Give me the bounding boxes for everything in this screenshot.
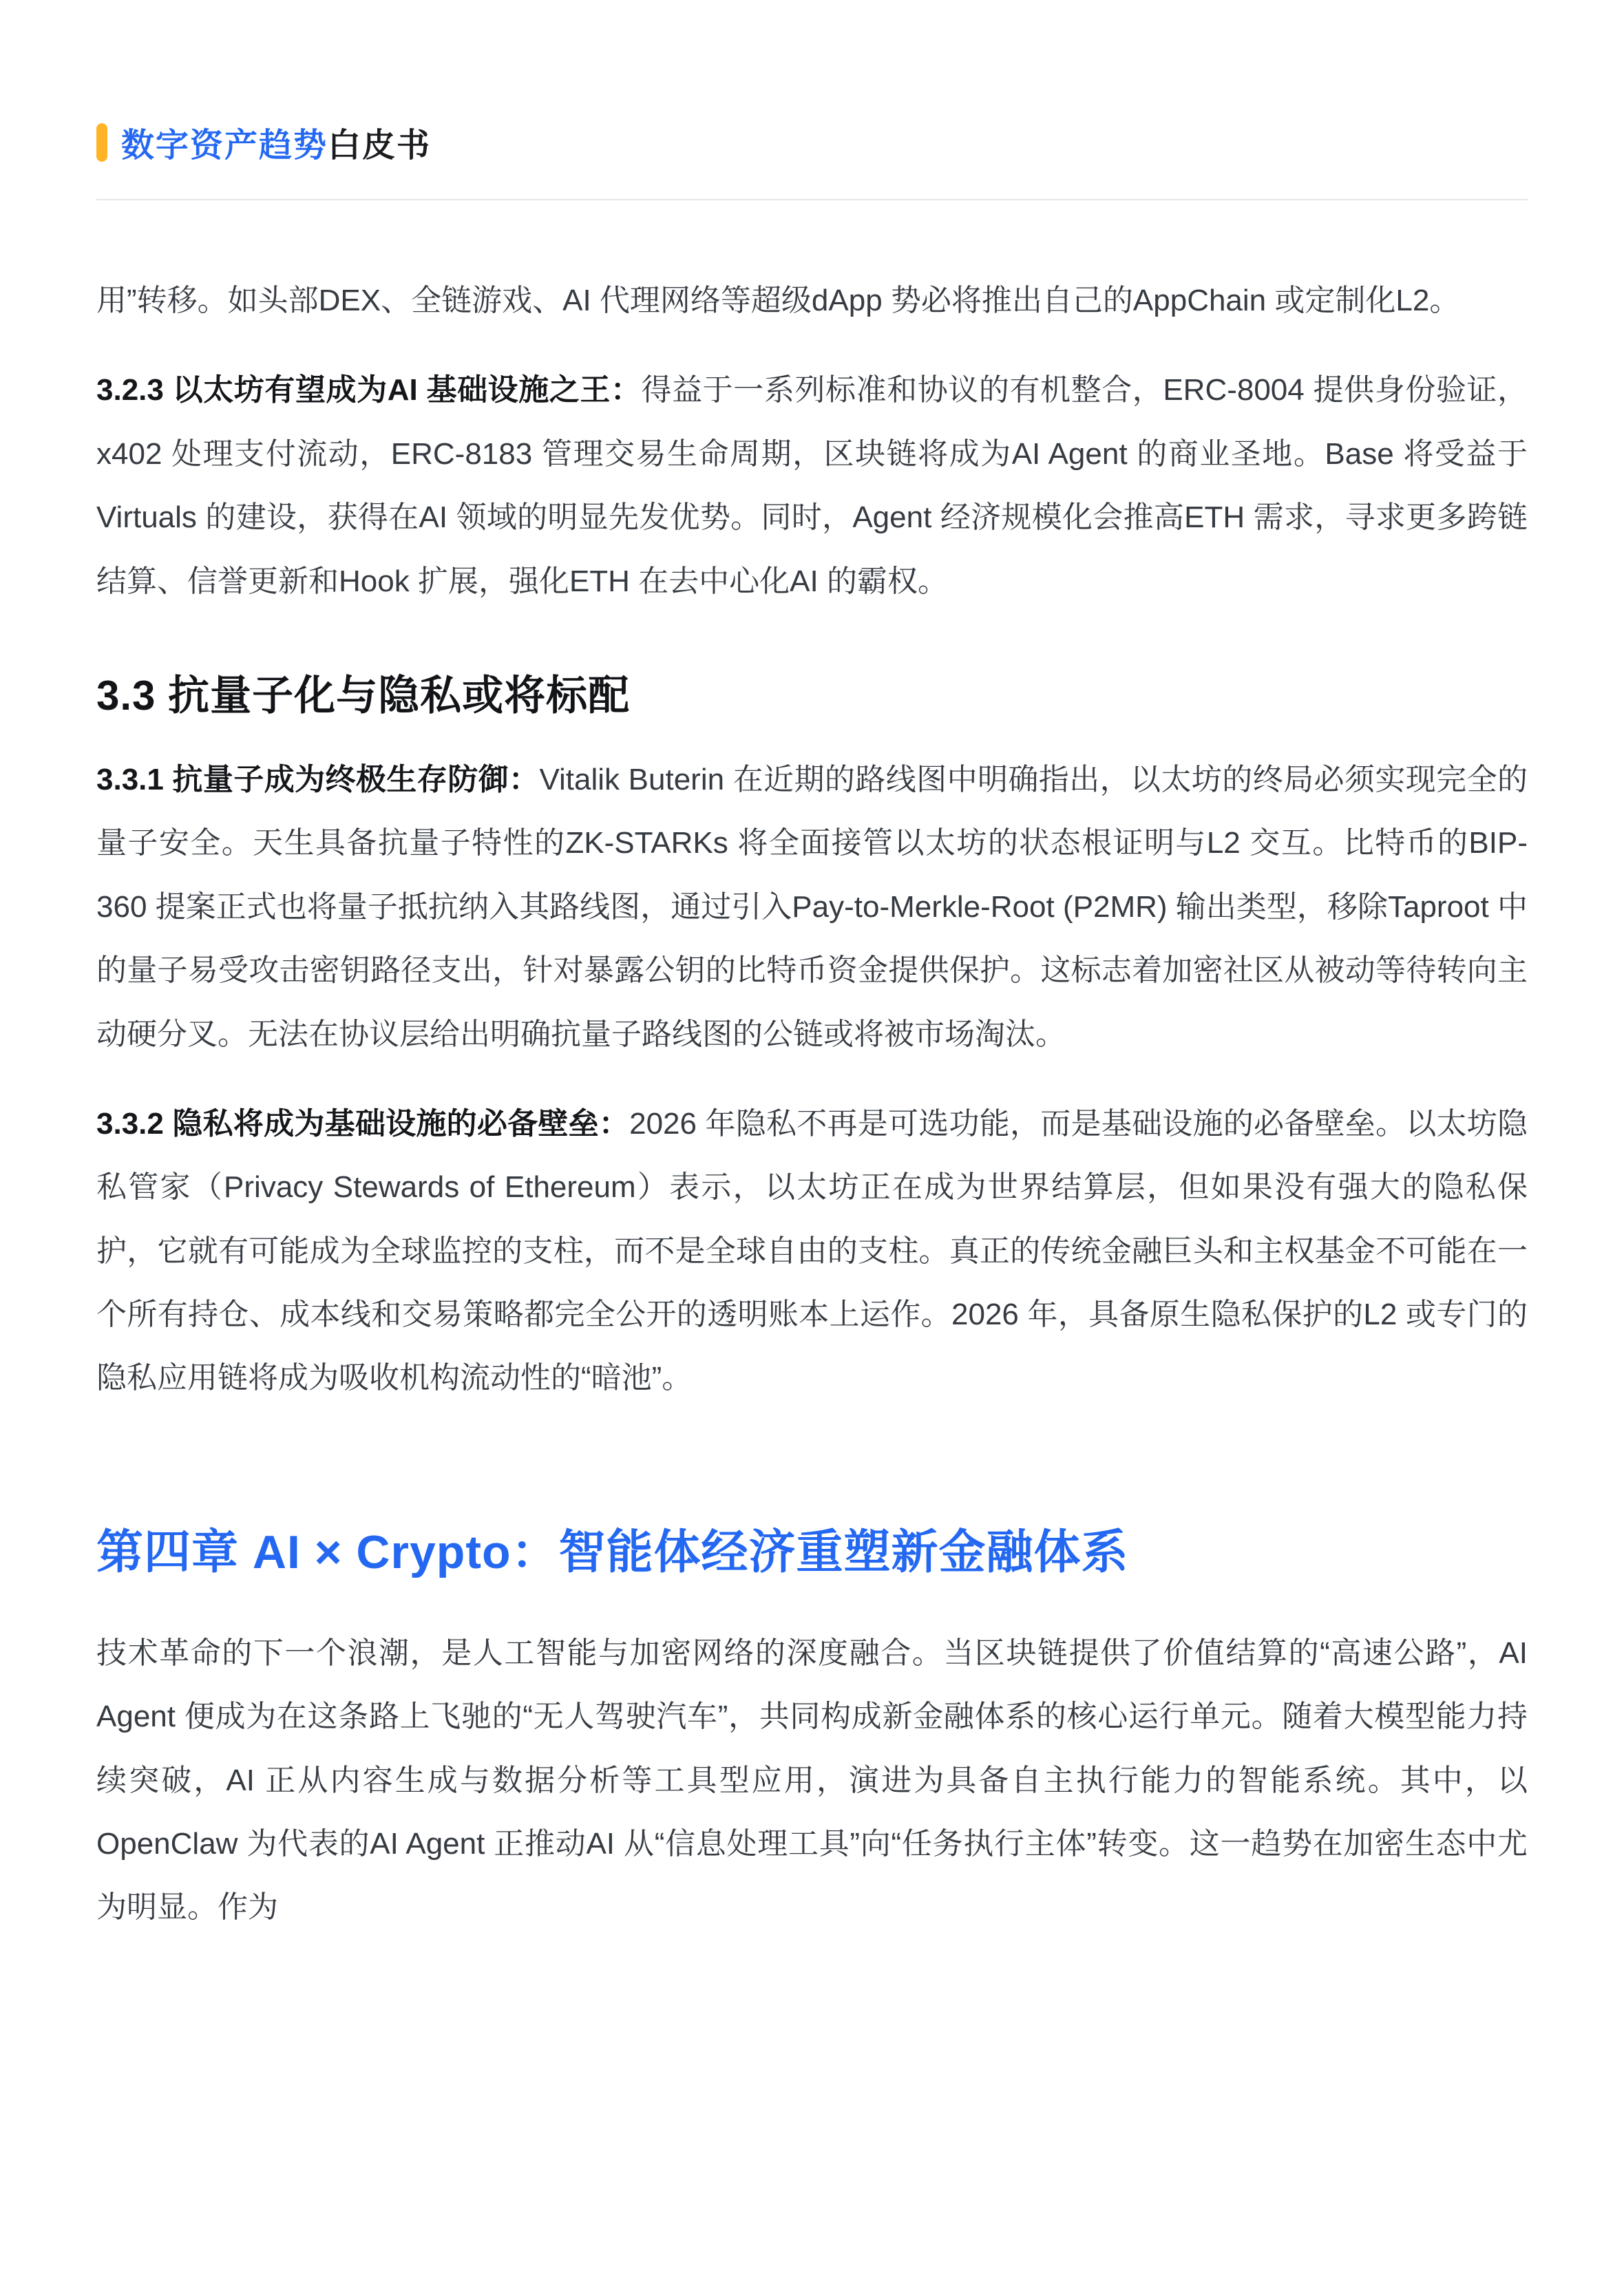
paragraph-intro-text: 用”转移。如头部DEX、全链游戏、AI 代理网络等超级dApp 势必将推出自己的AppChain 或定制化L2。 (96, 284, 1460, 317)
paragraph-chapter-4-intro-text: 技术革命的下一个浪潮，是人工智能与加密网络的深度融合。当区块链提供了价值结算的“高速公路”，AI Agent 便成为在这条路上飞驰的“无人驾驶汽车”，共同构成新金融体系的核心运行单元。随着大模型能力持续突破，AI 正从内容生成与数据分析等工具型应用，演进为具备自主执行能力的智能系统。其中，以OpenClaw 为代表的AI Agent 正推动AI 从“信息处理工具”向“任务执行主体”转变。这一趋势在加密生态中尤为明显。作为 (96, 1636, 1528, 1925)
header-accent-bar-icon (96, 123, 107, 162)
section-heading-3-3: 3.3 抗量子化与隐私或将标配 (96, 672, 631, 719)
paragraph-intro (96, 269, 1528, 332)
page-title-suffix: 白皮书 (328, 127, 432, 164)
header-divider (96, 199, 1528, 200)
paragraph-3-2-3-text: 得益于一系列标准和协议的有机整合，ERC-8004 提供身份验证，x402 处理支付流动，ERC-8183 管理交易生命周期，区块链将成为AI Agent 的商业圣地。Base 将受益于Virtuals 的建设，获得在AI 领域的明显先发优势。同时，Agent 经济规模化会推高ETH 需求，寻求更多跨链结算、信誉更新和Hook 扩展，强化ETH 在去中心化AI 的霸权。 (96, 373, 1528, 598)
paragraph-3-2-3-lead: 3.2.3 以太坊有望成为AI 基础设施之王： (96, 373, 642, 408)
paragraph-3-3-1-text: Vitalik Buterin 在近期的路线图中明确指出，以太坊的终局必须实现完全的量子安全。天生具备抗量子特性的ZK-STARKs 将全面接管以太坊的状态根证明与L2 交互。比特币的BIP-360 提案正式也将量子抵抗纳入其路线图，通过引入Pay-to-Merkle-Root (P2MR) 输出类型，移除Taproot 中的量子易受攻击密钥路径支出，针对暴露公钥的比特币资金提供保护。这标志着加密社区从被动等待转向主动硬分叉。无法在协议层给出明确抗量子路线图的公链或将被市场淘汰。 (96, 762, 1528, 1051)
paragraph-3-2-3 (96, 359, 1528, 613)
paragraph-3-3-2 (96, 1092, 1528, 1410)
chapter-heading-4: 第四章 AI × Crypto：智能体经济重塑新金融体系 (96, 1525, 1129, 1578)
page-header (96, 118, 1528, 166)
paragraph-chapter-4-intro (96, 1622, 1528, 1940)
paragraph-3-3-1 (96, 748, 1528, 1066)
paragraph-3-3-1-lead: 3.3.1 抗量子成为终极生存防御： (96, 762, 540, 796)
paragraph-3-3-2-text: 2026 年隐私不再是可选功能，而是基础设施的必备壁垒。以太坊隐私管家（Privacy Stewards of Ethereum）表示，以太坊正在成为世界结算层，但如果没有强大的隐私保护，它就有可能成为全球监控的支柱，而不是全球自由的支柱。真正的传统金融巨头和主权基金不可能在一个所有持仓、成本线和交易策略都完全公开的透明账本上运作。2026 年，具备原生隐私保护的L2 或专门的隐私应用链将成为吸收机构流动性的“暗池”。 (96, 1106, 1528, 1395)
page-title-highlight: 数字资产趋势 (121, 127, 328, 164)
page-title (121, 118, 431, 166)
paragraph-3-3-2-lead: 3.3.2 隐私将成为基础设施的必备壁垒： (96, 1106, 630, 1141)
